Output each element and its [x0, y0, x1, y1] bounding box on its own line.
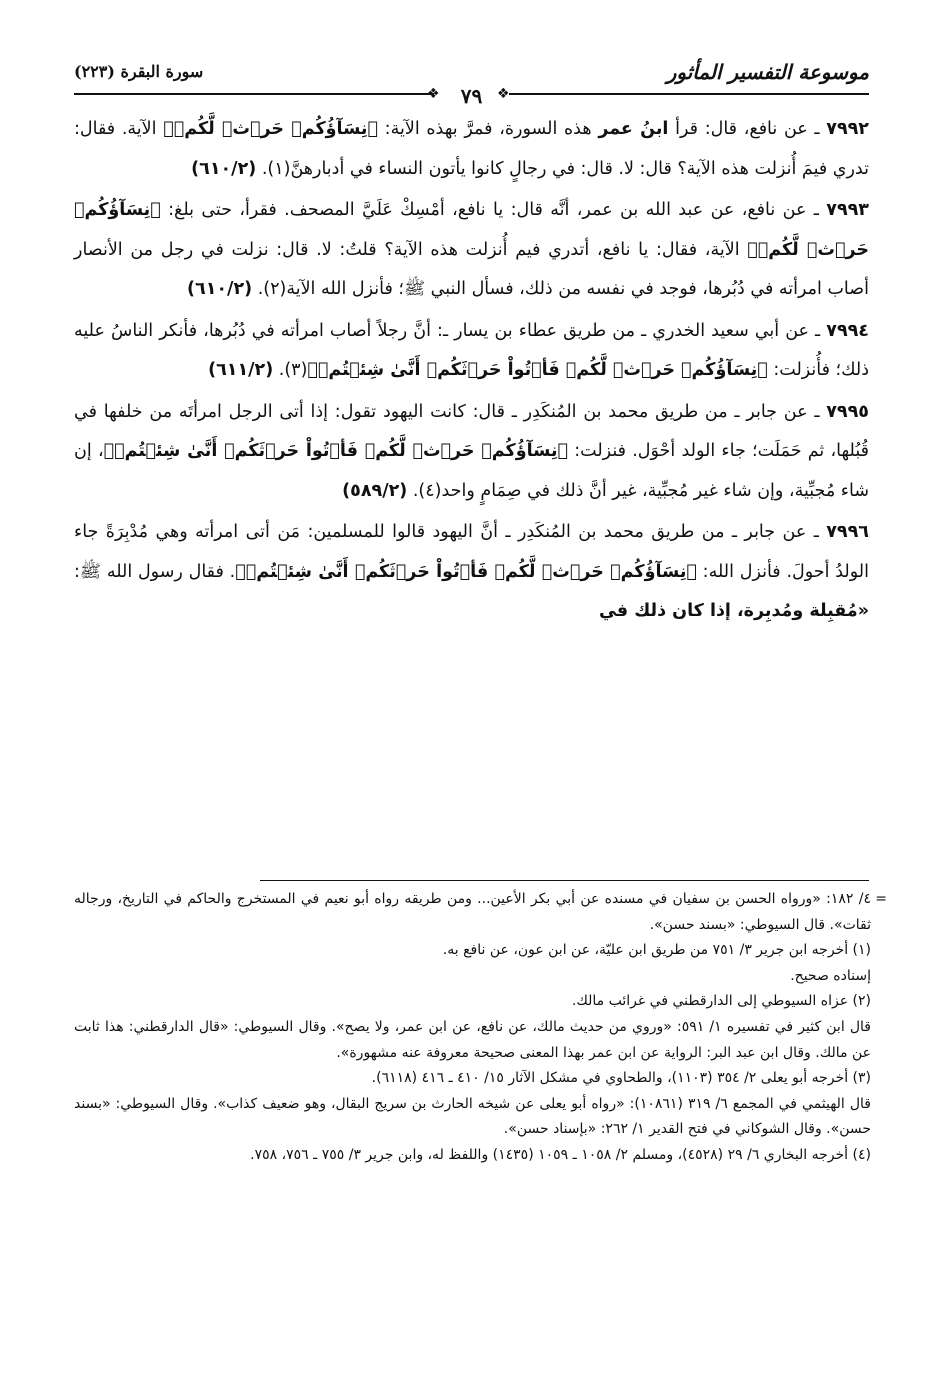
entry-number: ٧٩٩٣: [826, 200, 869, 220]
entry-number: ٧٩٩٥: [826, 401, 869, 422]
quran-verse: ﴿نِسَآؤُكُمۡ حَرۡثٞ لَّكُمۡ فَأۡتُواْ حَرۡثَكُمۡ أَنَّىٰ شِئۡتُمۡ﴾: [103, 441, 569, 461]
footnote-separator: [260, 880, 869, 881]
footnote: ٤/ ١٨٢: «ورواه الحسن بن سفيان في مسنده عن أبي بكر الأعين... ومن طريقه رواه أبو نعيم في المستخرج والحاكم في التاريخ، ورجاله ثقات». قال السيوطي: «بسند حسن».: [74, 891, 871, 933]
ornament-right-icon: ❖: [497, 86, 510, 102]
entry-7995: [74, 393, 869, 512]
entry-text: (٣).: [273, 360, 308, 380]
volume-reference: (٥٨٩/٢): [342, 480, 408, 501]
entry-7992: [74, 110, 869, 189]
hadith-quote: «مُقبِلة ومُدبِرة، إذا كان ذلك في: [598, 601, 869, 621]
entry-text: هذه السورة، فمرَّ بهذه الآية:: [377, 119, 599, 139]
footnote: (٢) عزاه السيوطي إلى الدارقطني في غرائب مالك.: [571, 993, 871, 1010]
entry-text: ـ عن جابر ـ من طريق محمد بن المُنكَدِر ـ أنَّ اليهود قالوا للمسلمين: مَن أتى امرأته وهي مُدْبِرَةً جاء الولدُ أحولَ. فأنزل الله:: [74, 522, 869, 582]
entry-text: ـ عن نافع، عن عبد الله بن عمر، أنَّه قال: يا نافع، أمْسِكْ عَلَيَّ المصحف. فقرأ، حتى بلغ:: [160, 200, 819, 220]
page-number: ٧٩: [460, 84, 483, 108]
entry-number: ٧٩٩٢: [826, 119, 869, 139]
entry-7994: [74, 312, 869, 391]
continuation-marker: =: [875, 891, 887, 907]
volume-reference: (٦١٠/٢): [191, 158, 257, 179]
entry-text: ـ عن نافع، قال: قرأ: [668, 119, 820, 139]
quran-verse: ﴿نِسَآؤُكُمۡ حَرۡثٞ لَّكُمۡ﴾: [74, 200, 869, 260]
quran-verse: ﴿نِسَآؤُكُمۡ حَرۡثٞ لَّكُمۡ فَأۡتُواْ حَرۡثَكُمۡ أَنَّىٰ شِئۡتُمۡ﴾: [235, 561, 697, 582]
entry-number: ٧٩٩٦: [826, 522, 869, 542]
entry-7993: [74, 191, 869, 310]
footnotes: [74, 887, 887, 1169]
footnote: (٣) أخرجه أبو يعلى ٢/ ٣٥٤ (١١٠٣)، والطحاوي في مشكل الآثار ١٥/ ٤١٠ ـ ٤١٦ (٦١١٨).: [371, 1070, 871, 1087]
footnote: (٤) أخرجه البخاري ٦/ ٢٩ (٤٥٢٨)، ومسلم ٢/ ١٠٥٨ ـ ١٠٥٩ (١٤٣٥) واللفظ له، وابن جرير ٣/ ٧٥٥ ـ ٧٥٦، ٧٥٨.: [250, 1146, 871, 1163]
surah-label: سورة البقرة (٢٢٣): [74, 62, 204, 81]
entry-text: الآية. فقال: تدري فيمَ أُنزلت هذه الآية؟ قال: لا. قال: في رجالٍ كانوا يأتون النساء في أدبارهنَّ(١).: [74, 119, 869, 179]
volume-reference: (٦١١/٢): [208, 360, 274, 380]
entry-text: الآية، فقال: يا نافع، أتدري فيم أُنزلت هذه الآية؟ قلتُ: لا. قال: نزلت في رجل من الأنصار أصاب امرأته في دُبُرها، فوجد في نفسه من ذلك، فسأل النبي ﷺ؛ فأنزل الله الآية(٢).: [74, 239, 869, 299]
footnote: إسناده صحيح.: [790, 967, 871, 984]
entry-text: . فقال رسول الله ﷺ:: [74, 561, 236, 582]
entry-bold-text: ابنُ عمر: [598, 119, 669, 139]
footnote: (١) أخرجه ابن جرير ٣/ ٧٥١ من طريق ابن عليّة، عن ابن عون، عن نافع به.: [442, 942, 871, 959]
main-text: [74, 110, 869, 634]
entry-7996: [74, 513, 869, 632]
entry-text: ، إن شاء مُجبِّية، وإن شاء غير مُجبِّية، غير أنَّ ذلك في صِمَامٍ واحد(٤).: [74, 441, 869, 501]
footnote: قال ابن كثير في تفسيره ١/ ٥٩١: «وروي من حديث مالك، عن نافع، عن ابن عمر، ولا يصح». وقال السيوطي: «قال الدارقطني: هذا ثابت عن مالك. وقال ابن عبد البر: الرواية عن ابن عمر بهذا المعنى صحيحة معروفة عنه مشهورة».: [74, 1018, 871, 1061]
book-title: موسوعة التفسير المأثور: [666, 60, 869, 84]
entry-text: ـ عن أبي سعيد الخدري ـ من طريق عطاء بن يسار ـ: أنَّ رجلاً أصاب امرأته في دُبُرها، فأنكر الناسُ عليه ذلك؛ فأُنزلت:: [74, 320, 869, 380]
footnote: قال الهيثمي في المجمع ٦/ ٣١٩ (١٠٨٦١): «رواه أبو يعلى عن شيخه الحارث بن سريج البقال، وهو ضعيف كذاب». وقال السيوطي: «بسند حسن». وقال الشوكاني في فتح القدير ١/ ٢٦٢: «بإسناد حسن».: [74, 1095, 871, 1138]
entry-number: ٧٩٩٤: [826, 320, 869, 341]
entry-text: ـ عن جابر ـ من طريق محمد بن المُنكَدِر ـ قال: كانت اليهود تقول: إذا أتى الرجل امرأتَه من خلفها في قُبُلها، ثم حَمَلَت؛ جاء الولد أحْوَل. فنزلت:: [74, 401, 869, 461]
quran-verse: ﴿نِسَآؤُكُمۡ حَرۡثٞ لَّكُمۡ فَأۡتُواْ حَرۡثَكُمۡ أَنَّىٰ شِئۡتُمۡ﴾: [307, 360, 768, 380]
ornament-left-icon: ❖: [427, 86, 440, 102]
quran-verse: ﴿نِسَآؤُكُمۡ حَرۡثٞ لَّكُمۡ﴾: [163, 119, 378, 139]
volume-reference: (٦١٠/٢): [187, 279, 253, 299]
